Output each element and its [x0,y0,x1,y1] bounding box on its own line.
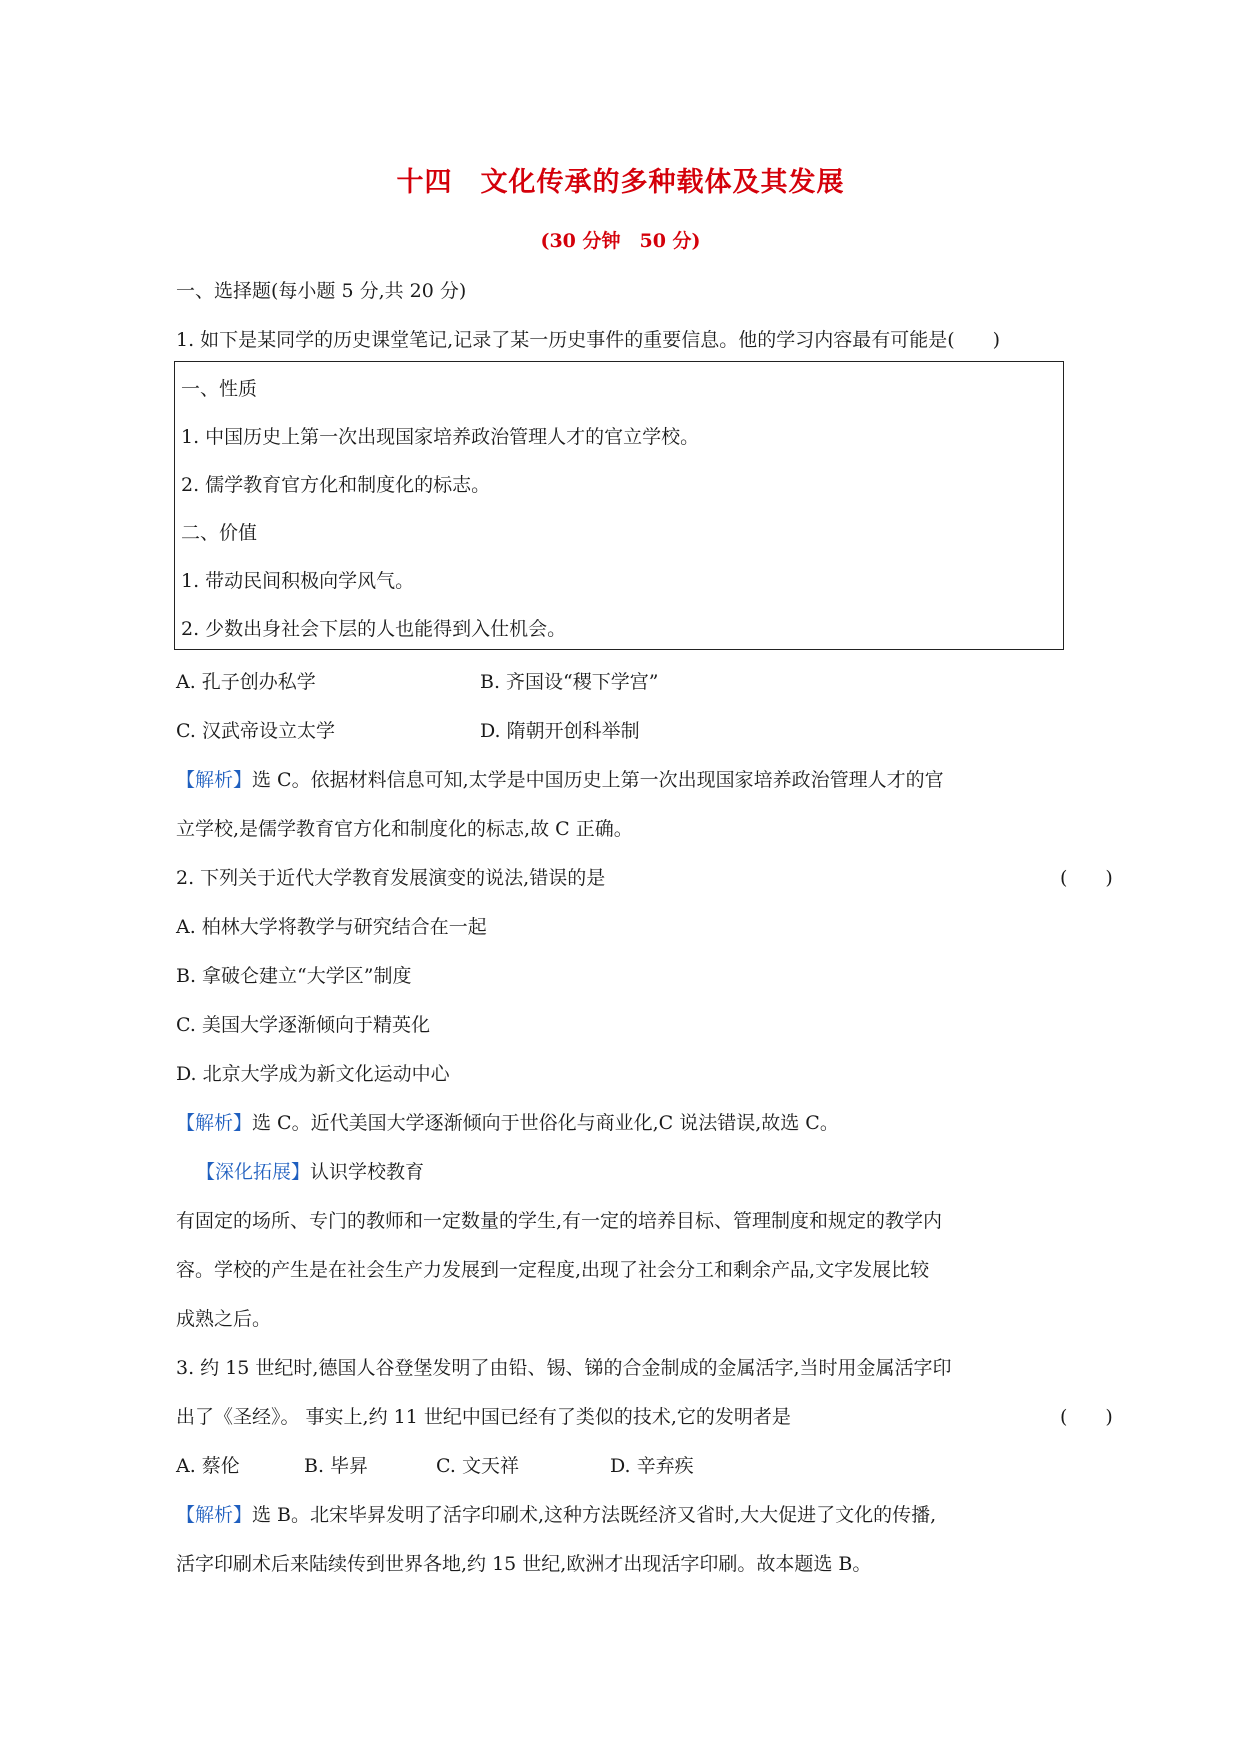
extend-heading [196,1157,424,1184]
q2-answer-paren: ( ) [1060,867,1113,889]
q1-option-a: A. 孔子创办私学 [176,671,316,693]
analysis-tag: 【解析】 [176,1504,253,1526]
question-3-stem-cont: 出了《圣经》。 事实上,约 11 世纪中国已经有了类似的技术,它的发明者是 [176,1406,791,1428]
extend-text: 容。学校的产生是在社会生产力发展到一定程度,出现了社会分工和剩余产品,文字发展比较 [176,1259,930,1281]
analysis-text: 选 C。近代美国大学逐渐倾向于世俗化与商业化,C 说法错误,故选 C。 [252,1112,839,1134]
extend-title: 认识学校教育 [310,1161,425,1183]
notes-box [174,361,1064,650]
q2-option-b: B. 拿破仑建立“大学区”制度 [176,965,412,987]
q1-option-c: C. 汉武帝设立太学 [176,720,335,742]
q3-option-d: D. 辛弃疾 [610,1455,694,1477]
analysis-tag: 【解析】 [176,769,253,791]
q1-option-d: D. 隋朝开创科举制 [480,720,640,742]
notes-line: 一、性质 [181,378,258,400]
question-3-stem: 3. 约 15 世纪时,德国人谷登堡发明了由铅、锡、锑的合金制成的金属活字,当时用金属活字印 [176,1357,952,1379]
extend-text: 成熟之后。 [176,1308,272,1330]
notes-line: 二、价值 [181,522,258,544]
q1-analysis [176,765,944,792]
notes-line: 2. 少数出身社会下层的人也能得到入仕机会。 [181,618,567,640]
q1-option-b: B. 齐国设“稷下学宫” [480,671,659,693]
q3-analysis [176,1500,936,1527]
q1-analysis-cont: 立学校,是儒学教育官方化和制度化的标志,故 C 正确。 [176,818,633,840]
q3-option-b: B. 毕昇 [304,1455,369,1477]
extend-tag: 【深化拓展】 [196,1161,311,1183]
q3-answer-paren: ( ) [1060,1406,1113,1428]
page-title: 十四 文化传承的多种载体及其发展 [396,167,845,198]
q2-option-a: A. 柏林大学将教学与研究结合在一起 [176,916,487,938]
notes-line: 1. 带动民间积极向学风气。 [181,570,415,592]
section-heading: 一、选择题(每小题 5 分,共 20 分) [176,280,467,302]
notes-line: 2. 儒学教育官方化和制度化的标志。 [181,474,491,496]
question-2-stem: 2. 下列关于近代大学教育发展演变的说法,错误的是 [176,867,606,889]
analysis-text: 选 B。北宋毕昇发明了活字印刷术,这种方法既经济又省时,大大促进了文化的传播, [252,1504,937,1526]
analysis-text: 选 C。依据材料信息可知,太学是中国历史上第一次出现国家培养政治管理人才的官 [252,769,944,791]
extend-text: 有固定的场所、专门的教师和一定数量的学生,有一定的培养目标、管理制度和规定的教学内 [176,1210,943,1232]
q2-option-d: D. 北京大学成为新文化运动中心 [176,1063,450,1085]
analysis-tag: 【解析】 [176,1112,253,1134]
q3-analysis-cont: 活字印刷术后来陆续传到世界各地,约 15 世纪,欧洲才出现活字印刷。故本题选 B。 [176,1553,872,1575]
page-subtitle: (30 分钟 50 分) [540,230,701,252]
q2-option-c: C. 美国大学逐渐倾向于精英化 [176,1014,430,1036]
q3-option-c: C. 文天祥 [436,1455,519,1477]
q3-option-a: A. 蔡伦 [176,1455,240,1477]
question-1-stem: 1. 如下是某同学的历史课堂笔记,记录了某一历史事件的重要信息。他的学习内容最有可能是( ) [176,329,1001,351]
q2-analysis [176,1108,839,1135]
notes-line: 1. 中国历史上第一次出现国家培养政治管理人才的官立学校。 [181,426,700,448]
